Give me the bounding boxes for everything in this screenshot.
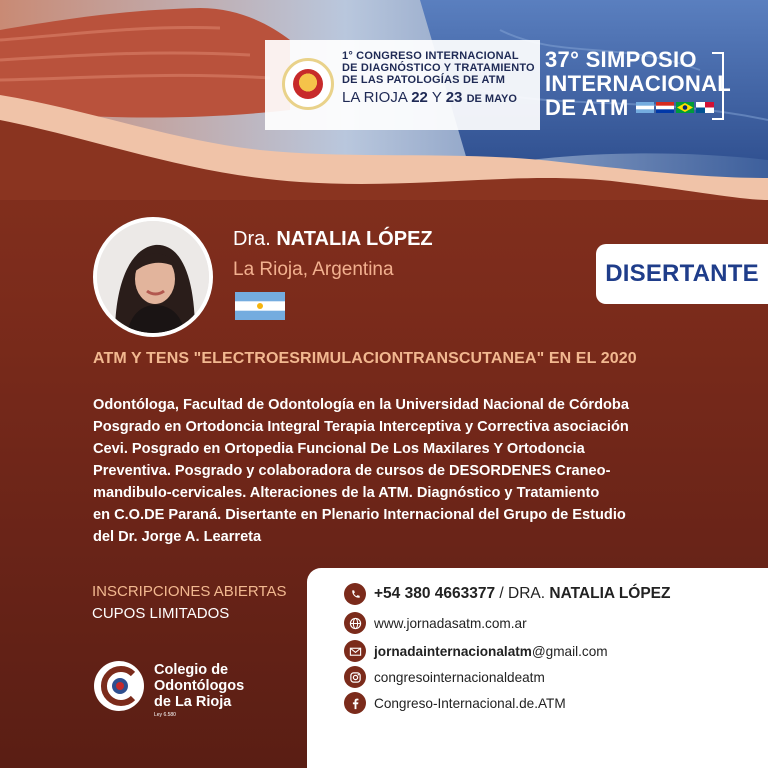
phone-number: +54 380 4663377 bbox=[374, 585, 496, 602]
contact-website[interactable] bbox=[344, 612, 527, 634]
website-link[interactable]: www.jornadasatm.com.ar bbox=[374, 615, 527, 631]
speaker-fullname: NATALIA LÓPEZ bbox=[276, 228, 433, 250]
contact-phone[interactable] bbox=[344, 583, 671, 605]
instagram-icon bbox=[344, 666, 366, 688]
globe-icon bbox=[344, 612, 366, 634]
talk-title: ATM Y TENS "ELECTROESRIMULACIONTRANSCUTANEA" EN EL 2020 bbox=[93, 350, 637, 367]
panama-flag-icon bbox=[696, 102, 714, 113]
speaker-name bbox=[233, 228, 433, 251]
speaker-photo bbox=[93, 217, 213, 337]
bio-line: Preventiva. Posgrado y colaboradora de cursos de DESORDENES Craneo- bbox=[93, 463, 611, 479]
college-logo-icon bbox=[93, 660, 145, 712]
speaker-bio bbox=[93, 394, 663, 548]
country-flags bbox=[636, 102, 714, 113]
speaker-location: La Rioja, Argentina bbox=[233, 259, 394, 280]
instagram-handle[interactable]: congresointernacionaldeatm bbox=[374, 669, 545, 685]
argentina-flag-icon bbox=[636, 102, 654, 113]
email-user: jornadainternacionalatm bbox=[374, 643, 532, 659]
brazil-flag-icon bbox=[676, 102, 694, 113]
simposio-line-2: INTERNACIONAL bbox=[545, 71, 732, 96]
argentina-flag-icon bbox=[235, 292, 285, 320]
day-1: 22 bbox=[411, 89, 428, 106]
congress-line-1: 1° CONGRESO INTERNACIONAL bbox=[342, 50, 519, 62]
email-link[interactable] bbox=[374, 644, 608, 659]
registration-open: INSCRIPCIONES ABIERTAS bbox=[92, 583, 287, 600]
congress-line-3: DE LAS PATOLOGÍAS DE ATM bbox=[342, 74, 506, 86]
city: LA RIOJA bbox=[342, 89, 408, 106]
speaker-prefix: Dra. bbox=[233, 228, 271, 250]
college-ley: Ley 6.580 bbox=[154, 712, 176, 718]
simposio-line-1: 37° SIMPOSIO bbox=[545, 47, 697, 72]
email-domain: @gmail.com bbox=[531, 643, 608, 659]
day-2: 23 bbox=[445, 89, 463, 106]
bio-line: Cevi. Posgrado en Ortopedia Funcional De Los Maxilares Y Ortodoncia bbox=[93, 441, 585, 457]
bio-line: del Dr. Jorge A. Learreta bbox=[93, 529, 262, 545]
mail-icon bbox=[344, 640, 366, 662]
role-badge: DISERTANTE bbox=[596, 244, 768, 304]
limited-seats: CUPOS LIMITADOS bbox=[92, 605, 230, 622]
college-line-1: Colegio de bbox=[154, 662, 229, 678]
congress-title bbox=[342, 50, 535, 108]
phone-contact-name: NATALIA LÓPEZ bbox=[549, 585, 671, 602]
connector: Y bbox=[431, 89, 442, 106]
paraguay-flag-icon bbox=[656, 102, 674, 113]
bio-line: Posgrado en Ortodoncia Integral Terapia Interceptiva y Correctiva asociación bbox=[93, 419, 629, 435]
facebook-icon bbox=[344, 692, 366, 714]
contact-email[interactable] bbox=[344, 640, 608, 662]
month: DE MAYO bbox=[466, 93, 517, 105]
congress-logo bbox=[282, 58, 334, 110]
bio-line: mandibulo-cervicales. Alteraciones de la ATM. Diagnóstico y Tratamiento bbox=[93, 485, 600, 501]
contact-instagram[interactable] bbox=[344, 666, 545, 688]
contact-facebook[interactable] bbox=[344, 692, 566, 714]
college-line-2: Odontólogos bbox=[154, 678, 245, 694]
college-name bbox=[154, 662, 244, 710]
bio-line: en C.O.DE Paraná. Disertante en Plenario Internacional del Grupo de Estudio bbox=[93, 507, 626, 523]
bio-line: Odontóloga, Facultad de Odontología en la Universidad Nacional de Córdoba bbox=[93, 397, 629, 413]
facebook-page[interactable]: Congreso-Internacional.de.ATM bbox=[374, 695, 566, 711]
college-line-3: de La Rioja bbox=[154, 694, 232, 710]
congress-dates bbox=[342, 89, 535, 108]
phone-line bbox=[374, 585, 671, 603]
phone-separator: / DRA. bbox=[495, 585, 550, 602]
simposio-line-3: DE ATM bbox=[545, 95, 629, 120]
speaker-portrait-icon bbox=[97, 221, 209, 333]
whatsapp-icon bbox=[344, 583, 366, 605]
congress-line-2: DE DIAGNÓSTICO Y TRATAMIENTO bbox=[342, 62, 535, 74]
